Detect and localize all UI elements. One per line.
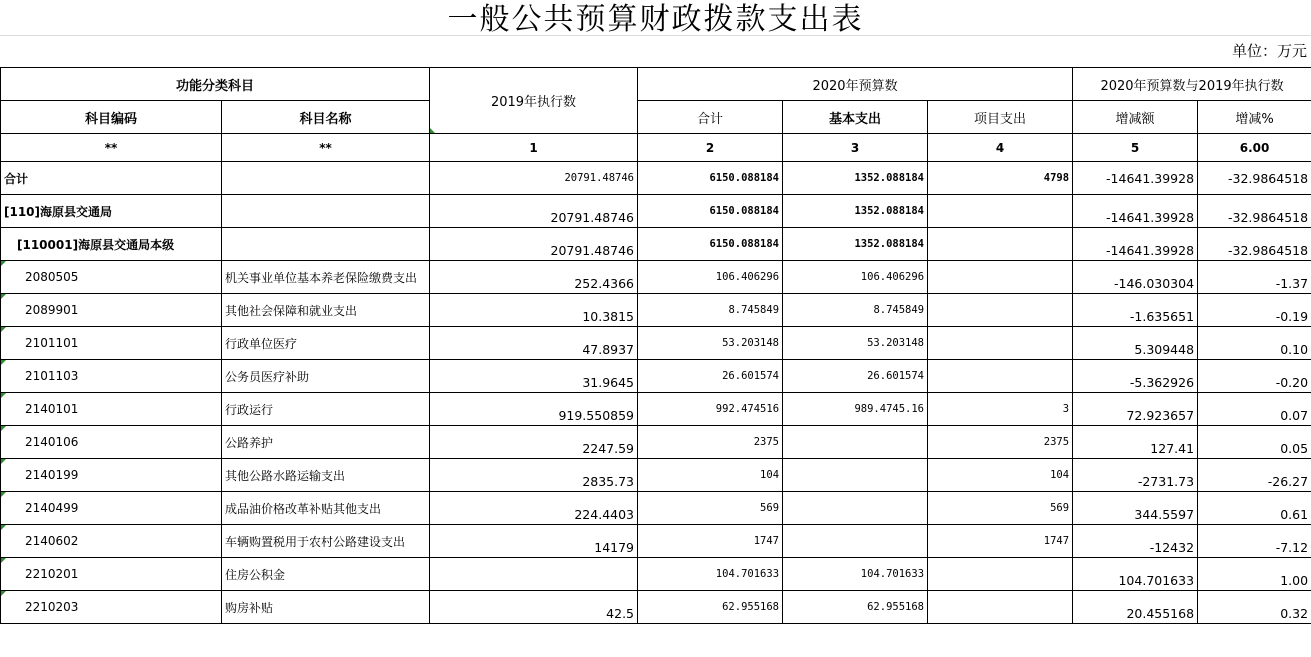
index-cell: 4 [928,134,1073,162]
table-row [1,525,1311,558]
cell-pct: -0.19 [1198,294,1311,327]
cell-name: 公务员医疗补助 [222,360,430,393]
cell-name: 行政单位医疗 [222,327,430,360]
cell-basic: 62.955168 [783,591,928,624]
cell-exec: 31.9645 [430,360,638,393]
table-row [1,261,1311,294]
cell-name: 行政运行 [222,393,430,426]
table-row [1,360,1311,393]
header-compare: 2020年预算数与2019年执行数 [1073,68,1311,101]
cell-diff: -12432 [1073,525,1198,558]
cell-diff: 5.309448 [1073,327,1198,360]
index-cell: 6.00 [1198,134,1311,162]
cell-diff: 344.5597 [1073,492,1198,525]
summary-label: [110001]海原县交通局本级 [1,228,222,261]
cell-pct: -7.12 [1198,525,1311,558]
cell-code: 2210203 [1,591,222,624]
cell-code: 2140101 [1,393,222,426]
cell-diff: 20.455168 [1073,591,1198,624]
index-row [1,134,1311,162]
cell-exec: 224.4403 [430,492,638,525]
cell-diff: -2731.73 [1073,459,1198,492]
cell-project: 104 [928,459,1073,492]
cell-total: 53.203148 [638,327,783,360]
summary-row [1,228,1311,261]
cell-code: 2101103 [1,360,222,393]
unit-label: 单位：万元 [1231,42,1307,60]
cell-pct: 0.05 [1198,426,1311,459]
cell-project [928,558,1073,591]
cell-name: 购房补贴 [222,591,430,624]
title-divider [0,35,1311,36]
cell-total: 2375 [638,426,783,459]
summary-name-empty [222,228,430,261]
summary-row [1,162,1311,195]
cell-name: 公路养护 [222,426,430,459]
cell-total: 569 [638,492,783,525]
budget-table [0,67,1311,624]
cell-name: 其他社会保障和就业支出 [222,294,430,327]
cell-basic: 1352.088184 [783,228,928,261]
cell-pct: 0.61 [1198,492,1311,525]
cell-exec: 2835.73 [430,459,638,492]
cell-basic: 1352.088184 [783,195,928,228]
header-func-class: 功能分类科目 [1,68,430,101]
cell-diff: 127.41 [1073,426,1198,459]
cell-basic [783,492,928,525]
cell-project: 2375 [928,426,1073,459]
cell-project: 3 [928,393,1073,426]
table-row [1,426,1311,459]
cell-project [928,294,1073,327]
cell-total: 26.601574 [638,360,783,393]
cell-exec: 10.3815 [430,294,638,327]
cell-exec: 919.550859 [430,393,638,426]
table-row [1,492,1311,525]
header-pct: 增减% [1198,101,1311,134]
cell-basic: 8.745849 [783,294,928,327]
cell-diff: -146.030304 [1073,261,1198,294]
cell-project: 569 [928,492,1073,525]
cell-total: 104 [638,459,783,492]
cell-total: 6150.088184 [638,195,783,228]
table-row [1,327,1311,360]
cell-basic: 106.406296 [783,261,928,294]
cell-code: 2080505 [1,261,222,294]
cell-project [928,195,1073,228]
header-project: 项目支出 [928,101,1073,134]
cell-pct: 1.00 [1198,558,1311,591]
cell-basic: 53.203148 [783,327,928,360]
cell-project [928,327,1073,360]
cell-basic [783,459,928,492]
cell-diff: 72.923657 [1073,393,1198,426]
cell-exec: 252.4366 [430,261,638,294]
table-row [1,591,1311,624]
cell-pct: -26.27 [1198,459,1311,492]
cell-exec: 2247.59 [430,426,638,459]
cell-total: 8.745849 [638,294,783,327]
cell-diff: 104.701633 [1073,558,1198,591]
header-name: 科目名称 [222,101,430,134]
cell-name: 其他公路水路运输支出 [222,459,430,492]
cell-pct: -1.37 [1198,261,1311,294]
cell-exec: 20791.48746 [430,162,638,195]
header-diff: 增减额 [1073,101,1198,134]
cell-code: 2140106 [1,426,222,459]
cell-exec: 14179 [430,525,638,558]
cell-exec: 47.8937 [430,327,638,360]
index-cell: 1 [430,134,638,162]
cell-pct: 0.07 [1198,393,1311,426]
index-cell: 3 [783,134,928,162]
index-cell: 2 [638,134,783,162]
cell-total: 992.474516 [638,393,783,426]
header-total: 合计 [638,101,783,134]
cell-total: 104.701633 [638,558,783,591]
cell-total: 6150.088184 [638,162,783,195]
summary-label: [110]海原县交通局 [1,195,222,228]
index-cell: ** [1,134,222,162]
cell-pct: -32.9864518 [1198,228,1311,261]
cell-basic: 26.601574 [783,360,928,393]
table-row [1,393,1311,426]
summary-name-empty [222,195,430,228]
header-budget-2020: 2020年预算数 [638,68,1073,101]
cell-code: 2089901 [1,294,222,327]
summary-name-empty [222,162,430,195]
table-row [1,558,1311,591]
cell-name: 车辆购置税用于农村公路建设支出 [222,525,430,558]
cell-basic: 104.701633 [783,558,928,591]
cell-code: 2140602 [1,525,222,558]
header-basic: 基本支出 [783,101,928,134]
cell-project: 4798 [928,162,1073,195]
cell-project: 1747 [928,525,1073,558]
cell-pct: 0.10 [1198,327,1311,360]
cell-project [928,228,1073,261]
cell-pct: -32.9864518 [1198,195,1311,228]
cell-diff: -5.362926 [1073,360,1198,393]
header-row-1 [1,68,1311,101]
cell-diff: -14641.39928 [1073,195,1198,228]
cell-code: 2101101 [1,327,222,360]
cell-pct: 0.32 [1198,591,1311,624]
cell-name: 住房公积金 [222,558,430,591]
index-cell: 5 [1073,134,1198,162]
cell-basic [783,426,928,459]
cell-total: 6150.088184 [638,228,783,261]
index-cell: ** [222,134,430,162]
cell-diff: -14641.39928 [1073,228,1198,261]
cell-diff: -14641.39928 [1073,162,1198,195]
page-title: 一般公共预算财政拨款支出表 [447,2,864,37]
table-row [1,459,1311,492]
cell-pct: -0.20 [1198,360,1311,393]
cell-code: 2210201 [1,558,222,591]
cell-exec: 20791.48746 [430,195,638,228]
cell-project [928,591,1073,624]
cell-name: 成品油价格改革补贴其他支出 [222,492,430,525]
cell-code: 2140199 [1,459,222,492]
cell-basic: 989.4745.16 [783,393,928,426]
summary-row [1,195,1311,228]
cell-exec: 20791.48746 [430,228,638,261]
cell-exec: 42.5 [430,591,638,624]
cell-diff: -1.635651 [1073,294,1198,327]
cell-exec [430,558,638,591]
cell-name: 机关事业单位基本养老保险缴费支出 [222,261,430,294]
cell-total: 106.406296 [638,261,783,294]
cell-code: 2140499 [1,492,222,525]
cell-project [928,360,1073,393]
cell-total: 1747 [638,525,783,558]
cell-project [928,261,1073,294]
header-code: 科目编码 [1,101,222,134]
table-row [1,294,1311,327]
cell-basic [783,525,928,558]
header-exec-2019: 2019年执行数 [430,68,638,134]
cell-basic: 1352.088184 [783,162,928,195]
cell-pct: -32.9864518 [1198,162,1311,195]
summary-label: 合计 [1,162,222,195]
cell-total: 62.955168 [638,591,783,624]
